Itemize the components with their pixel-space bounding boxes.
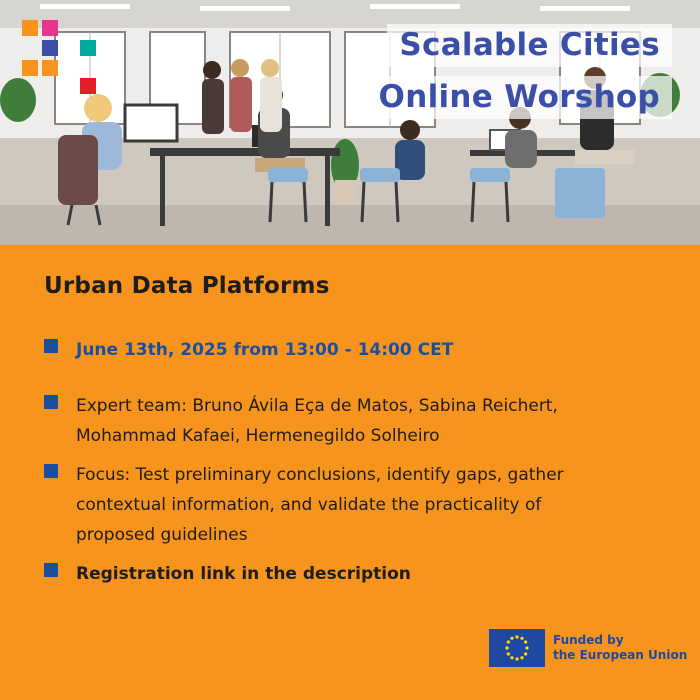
bullet-square-icon [44, 339, 58, 353]
eu-line-2: the European Union [553, 648, 688, 662]
bullet-square-icon [44, 563, 58, 577]
focus-line-3: proposed guidelines [76, 525, 248, 545]
bullet-experts [44, 391, 664, 451]
logo-square [22, 60, 38, 76]
bullet-square-icon [44, 464, 58, 478]
experts-line-2: Mohammad Kafaei, Hermenegildo Solheiro [76, 426, 440, 446]
registration-text: Registration link in the description [76, 564, 411, 584]
content-panel [0, 245, 700, 700]
bullet-registration [44, 559, 664, 589]
focus-line-1: Focus: Test preliminary conclusions, identify gaps, gather [76, 465, 564, 485]
eu-funding-badge [489, 629, 687, 667]
experts-text [76, 391, 664, 451]
eu-line-1: Funded by [553, 633, 624, 647]
logo-square [42, 40, 58, 56]
bullet-focus [44, 460, 664, 550]
scalable-cities-logo [22, 20, 102, 100]
focus-text [76, 460, 664, 550]
bullet-square-icon [44, 395, 58, 409]
hero-illustration [0, 0, 700, 245]
eu-flag-icon [489, 629, 545, 667]
logo-square [42, 20, 58, 36]
eu-funding-text [553, 633, 687, 663]
date-text: June 13th, 2025 from 13:00 - 14:00 CET [76, 340, 454, 360]
event-title: Urban Data Platforms [44, 273, 330, 299]
logo-square [42, 60, 58, 76]
headline-line-2: Online Worshop [367, 76, 672, 119]
logo-square [80, 78, 96, 94]
logo-square [22, 20, 38, 36]
experts-line-1: Expert team: Bruno Ávila Eça de Matos, Sabina Reichert, [76, 396, 558, 416]
focus-line-2: contextual information, and validate the practicality of [76, 495, 542, 515]
headline [342, 24, 672, 119]
headline-line-1: Scalable Cities [387, 24, 672, 67]
bullet-date [44, 335, 664, 365]
logo-square [80, 40, 96, 56]
